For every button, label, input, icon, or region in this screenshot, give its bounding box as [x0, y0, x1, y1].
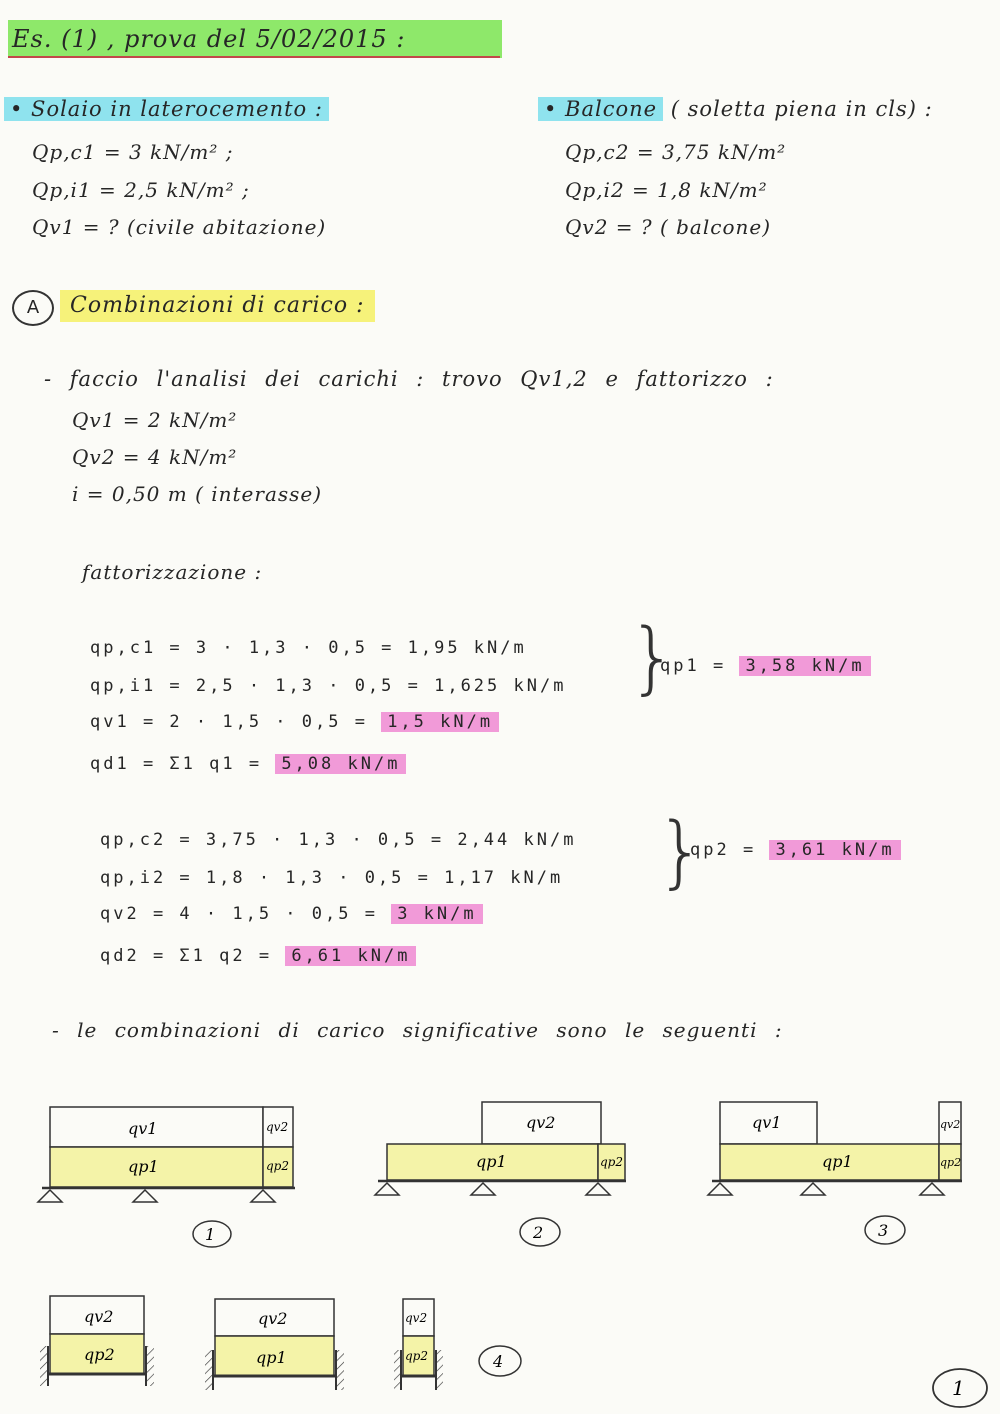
- svg-text:3: 3: [878, 1221, 889, 1240]
- c4a-label-qp2: qp2: [84, 1345, 115, 1364]
- c4b-label-qv2: qv2: [258, 1309, 288, 1328]
- combination-number-2: [520, 1218, 560, 1246]
- g1-brace: }: [628, 613, 678, 703]
- balcone-title-text: • Balcone: [538, 97, 663, 121]
- combination-3-diagram: [708, 1102, 962, 1195]
- g2-brace: }: [656, 807, 706, 897]
- balcone-line-3: Qv2 = ? ( balcone): [565, 215, 772, 239]
- c4a-label-qv2: qv2: [84, 1307, 114, 1326]
- g1-line-1: qp,c1 = 3 · 1,3 · 0,5 = 1,95 kN/m: [90, 638, 527, 658]
- svg-text:4: 4: [493, 1352, 504, 1371]
- c1-label-qp1: qp1: [128, 1157, 159, 1176]
- analysis-line-1: Qv1 = 2 kN/m²: [72, 408, 238, 432]
- fattorizzazione-title: fattorizzazione :: [82, 560, 263, 584]
- solaio-line-2: Qp,i1 = 2,5 kN/m² ;: [32, 178, 250, 202]
- c3-label-qv2: qv2: [940, 1118, 961, 1131]
- solaio-line-3: Qv1 = ? (civile abitazione): [32, 215, 327, 239]
- g2-line-2: qp,i2 = 1,8 · 1,3 · 0,5 = 1,17 kN/m: [100, 868, 564, 888]
- svg-text:1: 1: [952, 1376, 965, 1400]
- combination-4b-diagram: [205, 1299, 344, 1390]
- combination-number-3: [865, 1216, 905, 1244]
- c2-label-qp2: qp2: [600, 1155, 623, 1169]
- g2-sum-label: qp2 =: [690, 840, 757, 860]
- g2-line-3: [100, 904, 483, 924]
- c1-label-qv2: qv2: [266, 1120, 289, 1134]
- g2-line-4: [100, 946, 416, 966]
- g1-line-3: [90, 712, 499, 732]
- c3-label-qp2: qp2: [940, 1156, 962, 1169]
- c1-label-qv1: qv1: [128, 1119, 158, 1138]
- g2-line-1: qp,c2 = 3,75 · 1,3 · 0,5 = 2,44 kN/m: [100, 830, 577, 850]
- balcone-subtitle: ( soletta piena in cls) :: [670, 97, 933, 121]
- svg-text:2: 2: [533, 1223, 544, 1242]
- load-combinations-diagrams: [0, 1080, 1000, 1414]
- g2-sum-value: 3,61 kN/m: [769, 840, 900, 860]
- combination-2-diagram: [375, 1102, 626, 1195]
- section-a-marker: A: [12, 290, 54, 326]
- solaio-title-text: • Solaio in laterocemento :: [4, 97, 329, 121]
- g2-sum: [690, 840, 901, 860]
- c3-label-qv1: qv1: [752, 1113, 782, 1132]
- g1-line-4: [90, 754, 406, 774]
- solaio-title: [4, 97, 329, 121]
- svg-text:1: 1: [205, 1225, 216, 1244]
- g1-sum: [660, 656, 871, 676]
- c2-label-qv2: qv2: [526, 1113, 556, 1132]
- analysis-line-2: Qv2 = 4 kN/m²: [72, 445, 238, 469]
- g2-line-4-result: 6,61 kN/m: [285, 946, 416, 966]
- g1-line-4-text: qd1 = Σ1 q1 =: [90, 754, 263, 774]
- combination-4a-diagram: [40, 1296, 154, 1386]
- balcone-line-1: Qp,c2 = 3,75 kN/m²: [565, 140, 787, 164]
- g2-line-3-text: qv2 = 4 · 1,5 · 0,5 =: [100, 904, 378, 924]
- solaio-line-1: Qp,c1 = 3 kN/m² ;: [32, 140, 234, 164]
- c3-label-qp1: qp1: [822, 1152, 853, 1171]
- g2-line-3-result: 3 kN/m: [391, 904, 482, 924]
- combination-4c-diagram: [394, 1299, 443, 1390]
- combination-number-1: [193, 1221, 231, 1247]
- g2-line-4-text: qd2 = Σ1 q2 =: [100, 946, 273, 966]
- g1-line-4-result: 5,08 kN/m: [275, 754, 406, 774]
- balcone-line-2: Qp,i2 = 1,8 kN/m²: [565, 178, 768, 202]
- c1-label-qp2: qp2: [266, 1159, 289, 1173]
- balcone-title: [538, 97, 933, 121]
- combinations-intro: - le combinazioni di carico significative sono le seguenti :: [52, 1018, 783, 1042]
- c4c-label-qv2: qv2: [405, 1311, 428, 1325]
- g1-sum-label: qp1 =: [660, 656, 727, 676]
- g1-line-2: qp,i1 = 2,5 · 1,3 · 0,5 = 1,625 kN/m: [90, 676, 567, 696]
- combination-1-diagram: [38, 1107, 295, 1202]
- combination-number-4: [479, 1346, 521, 1376]
- c2-label-qp1: qp1: [476, 1152, 507, 1171]
- c4b-label-qp1: qp1: [256, 1348, 287, 1367]
- c4c-label-qp2: qp2: [405, 1349, 428, 1363]
- section-a-title: Combinazioni di carico :: [60, 290, 375, 322]
- page-title: Es. (1) , prova del 5/02/2015 :: [8, 20, 502, 58]
- g1-line-3-result: 1,5 kN/m: [381, 712, 499, 732]
- g1-line-3-text: qv1 = 2 · 1,5 · 0,5 =: [90, 712, 368, 732]
- title-underline: [8, 56, 500, 58]
- analysis-intro: - faccio l'analisi dei carichi : trovo Qv1,2 e fattorizzo :: [44, 367, 774, 391]
- page-number: [933, 1369, 987, 1407]
- g1-sum-value: 3,58 kN/m: [739, 656, 870, 676]
- analysis-line-3: i = 0,50 m ( interasse): [72, 482, 323, 506]
